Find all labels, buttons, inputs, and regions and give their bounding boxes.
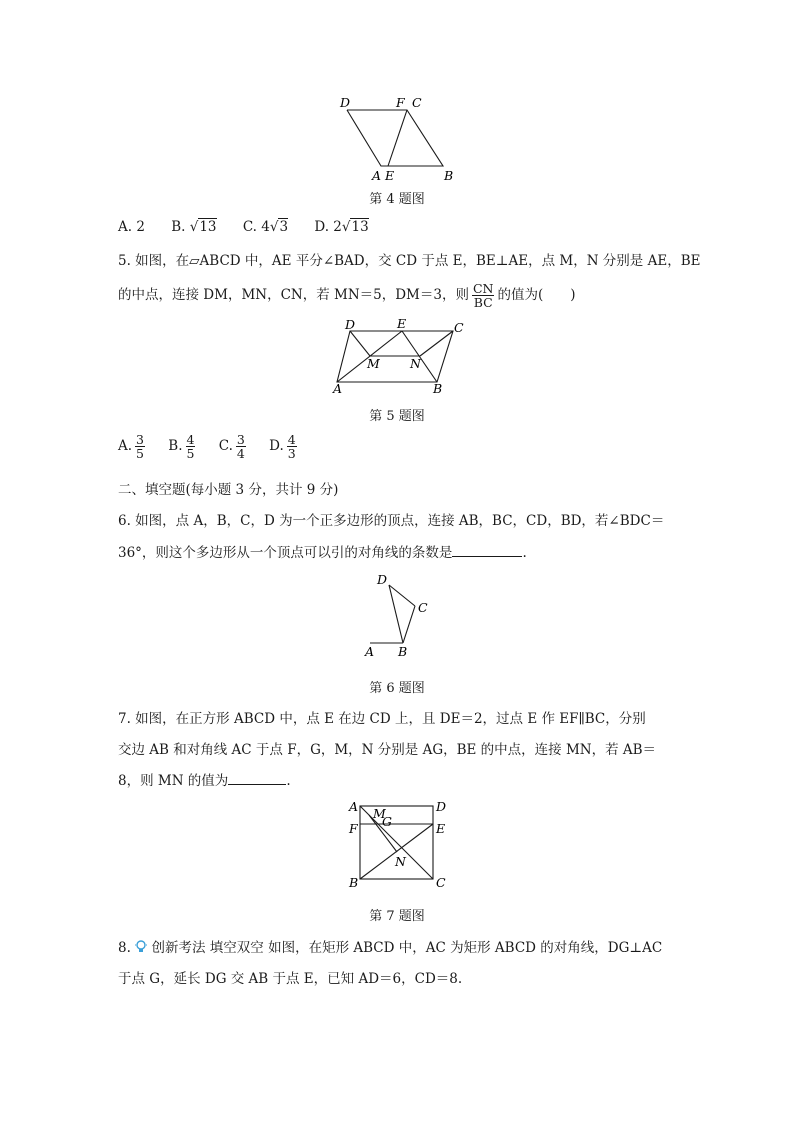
q5-option-b-den: 5 [186,446,195,462]
fig5-segment-dm [350,331,370,356]
q5-option-b-prefix: B. [168,438,183,455]
q4-option-c-prefix: C. 4 [242,219,270,235]
fig5-label-c: C [454,320,464,335]
fig4-segment-fe [388,110,407,166]
fig7-label-n: N [395,854,406,869]
q4-option-b-prefix: B. [171,219,186,235]
q5-frac-num: CN [472,281,494,296]
fig5-label-d: D [345,317,356,332]
fig6-segment-db [389,585,403,643]
q5-options [118,433,322,460]
q8-line-1-rest: 如图，在矩形 ABCD 中，AC 为矩形 ABCD 的对角线，DG⊥AC [268,940,663,956]
fig7-caption: 第 7 题图 [369,909,425,924]
q7-line-3 [118,769,291,789]
fig7-label-d: D [436,799,447,814]
fig4-label-e: E [385,168,395,183]
q6-line-1: 6. 如图，点 A，B，C，D 为一个正多边形的顶点，连接 AB，BC，CD，BD，若∠BDC＝ [118,513,665,529]
fig7-label-g: G [382,814,392,829]
q5-line-1: 5. 如图，在▱ABCD 中，AE 平分∠BAD，交 CD 于点 E，BE⊥AE，点 M，N 分别是 AE，BE [118,253,701,269]
q5-line-2-post: 的值为( ) [497,287,576,304]
q5-fraction [472,282,495,309]
q5-line-2 [118,282,576,309]
q5-option-c-frac [236,433,246,460]
fig4-label-b: B [444,168,454,183]
q5-option-d-num: 4 [287,432,296,447]
figure-7 [340,796,455,896]
q5-option-b [168,433,198,460]
q5-option-a-num: 3 [136,432,144,447]
fig5-label-n: N [410,356,421,371]
fig6-segment-cb [403,606,415,643]
q5-option-a-prefix: A. [118,438,133,455]
q4-options [118,219,391,235]
lightbulb-icon [135,940,147,954]
section-2-heading: 二、填空题(每小题 3 分，共计 9 分) [118,482,339,498]
q7-line-3-end: . [286,773,291,789]
q6-line-2-text: 36°，则这个多边形从一个顶点可以引的对角线的条数是 [118,545,453,561]
q5-option-c-den: 4 [236,446,245,462]
fig7-label-f: F [349,821,358,836]
fig6-label-b: B [398,644,408,659]
fig7-label-a: A [349,799,359,814]
fig4-label-c: C [412,95,422,110]
fig4-parallelogram [347,110,443,166]
figure-6 [360,570,440,662]
q5-option-d-prefix: D. [269,438,284,455]
q8-line-2: 于点 G，延长 DG 交 AB 于点 E，已知 AD＝6，CD＝8. [118,971,463,987]
q5-option-b-frac [186,433,196,460]
q6-line-2-end: . [522,545,527,561]
fig4-caption: 第 4 题图 [369,192,425,207]
fig7-label-m: M [373,806,386,821]
q8-number: 8. [118,940,131,956]
q4-option-b: B. √13 [171,219,217,235]
q4-option-d-radicand: 13 [351,219,369,235]
q5-line-2-pre: 的中点，连接 DM，MN，CN，若 MN＝5，DM＝3，则 [118,287,469,304]
q8-line-1 [118,936,662,956]
q5-option-d-den: 3 [287,446,296,462]
q5-option-c-prefix: C. [218,438,233,455]
fig7-label-b: B [349,875,359,890]
q5-frac-den: BC [473,295,493,311]
figure-5 [325,316,480,398]
fig7-label-e: E [436,821,446,836]
fig5-segment-nc [420,331,453,356]
fig6-label-d: D [377,572,388,587]
q5-option-d-frac [287,433,297,460]
q4-option-c: C. 4√3 [242,219,289,235]
q7-line-1: 7. 如图，在正方形 ABCD 中，点 E 在边 CD 上，且 DE＝2，过点 E 作 EF∥BC，分别 [118,711,646,727]
fig5-caption: 第 5 题图 [369,409,425,424]
q6-line-2 [118,541,527,561]
fig6-caption: 第 6 题图 [369,681,425,696]
q5-option-b-num: 4 [186,432,195,447]
fig5-label-e: E [397,316,407,331]
q4-option-a: A. 2 [118,219,145,235]
fig5-label-a: A [333,381,343,396]
fig4-label-a: A [372,168,382,183]
q7-answer-blank[interactable] [228,772,286,785]
q5-option-a-frac [135,433,145,460]
q7-line-2: 交边 AB 和对角线 AC 于点 F，G，M，N 分别是 AG，BE 的中点，连接 MN，若 AB＝ [118,742,657,758]
q5-option-c [219,433,249,460]
figure-4 [330,92,465,187]
q5-option-a-den: 5 [136,446,144,462]
fig6-label-a: A [365,644,375,659]
q4-option-d: D. 2√13 [314,219,369,235]
q5-option-a [118,433,148,460]
q4-option-c-radicand: 3 [279,219,289,235]
fig4-label-f: F [396,95,405,110]
q7-line-3-text: 8，则 MN 的值为 [118,773,229,789]
q4-option-b-radicand: 13 [199,219,217,235]
fig6-label-c: C [418,600,428,615]
q4-option-d-prefix: D. 2 [314,219,342,235]
fig7-label-c: C [436,875,446,890]
q8-tag: 创新考法 填空双空 [151,940,264,956]
q5-option-c-num: 3 [236,432,245,447]
q5-option-d [269,433,300,460]
fig5-label-b: B [433,381,443,396]
fig4-label-d: D [340,95,351,110]
fig5-label-m: M [367,356,380,371]
q6-answer-blank[interactable] [452,544,522,557]
